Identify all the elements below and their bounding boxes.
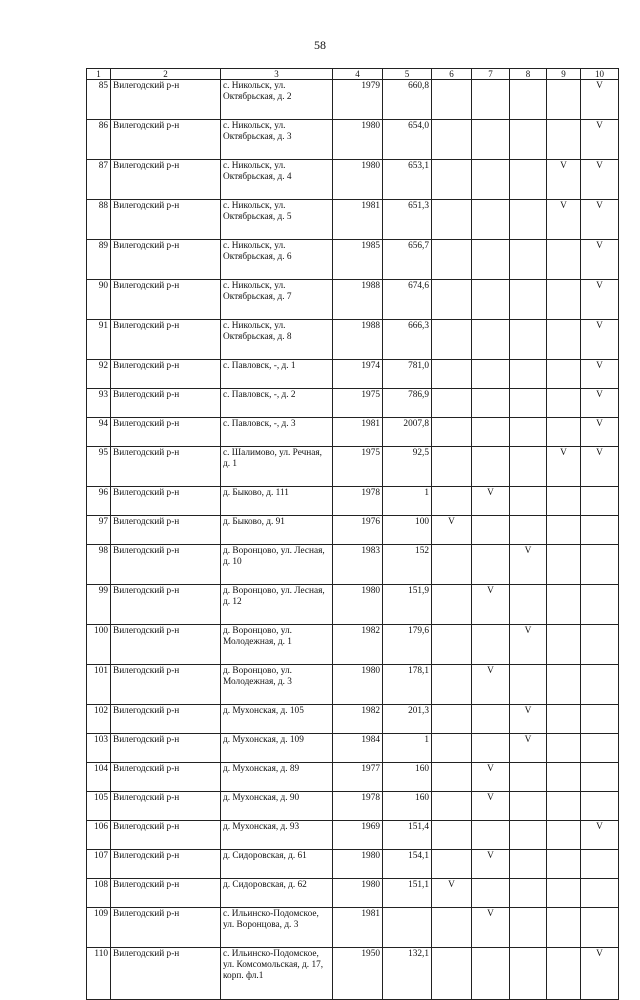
mark-cell-6: [432, 280, 472, 320]
row-number: 109: [87, 908, 111, 948]
row-number: 102: [87, 705, 111, 734]
address-cell: с. Шалимово, ул. Речная, д. 1: [221, 447, 333, 487]
district-cell: Вилегодский р-н: [111, 763, 221, 792]
mark-cell-10: [581, 545, 619, 585]
district-cell: Вилегодский р-н: [111, 821, 221, 850]
table-row: [87, 80, 619, 120]
mark-cell-9: [547, 516, 581, 545]
table-row: [87, 585, 619, 625]
column-header: 7: [472, 69, 510, 80]
row-number: 94: [87, 418, 111, 447]
table-row: [87, 665, 619, 705]
mark-cell-10: [581, 487, 619, 516]
table-row: [87, 360, 619, 389]
mark-cell-6: [432, 705, 472, 734]
mark-cell-6: [432, 200, 472, 240]
column-header: 1: [87, 69, 111, 80]
district-cell: Вилегодский р-н: [111, 908, 221, 948]
mark-cell-10: V: [581, 389, 619, 418]
district-cell: Вилегодский р-н: [111, 625, 221, 665]
address-cell: с. Никольск, ул. Октябрьская, д. 2: [221, 80, 333, 120]
column-header: 10: [581, 69, 619, 80]
mark-cell-6: [432, 80, 472, 120]
mark-cell-7: [472, 545, 510, 585]
mark-cell-9: [547, 665, 581, 705]
mark-cell-6: [432, 908, 472, 948]
district-cell: Вилегодский р-н: [111, 360, 221, 389]
mark-cell-10: [581, 705, 619, 734]
mark-cell-8: [510, 948, 547, 1000]
year-cell: 1985: [333, 240, 383, 280]
mark-cell-7: V: [472, 487, 510, 516]
mark-cell-9: [547, 280, 581, 320]
address-cell: с. Никольск, ул. Октябрьская, д. 5: [221, 200, 333, 240]
address-cell: д. Сидоровская, д. 62: [221, 879, 333, 908]
year-cell: 1980: [333, 665, 383, 705]
mark-cell-7: [472, 879, 510, 908]
year-cell: 1979: [333, 80, 383, 120]
year-cell: 1977: [333, 763, 383, 792]
mark-cell-6: [432, 625, 472, 665]
year-cell: 1983: [333, 545, 383, 585]
mark-cell-9: [547, 705, 581, 734]
area-cell: 651,3: [383, 200, 432, 240]
mark-cell-7: V: [472, 763, 510, 792]
table-row: [87, 389, 619, 418]
mark-cell-10: [581, 665, 619, 705]
row-number: 93: [87, 389, 111, 418]
mark-cell-10: [581, 792, 619, 821]
mark-cell-8: V: [510, 734, 547, 763]
address-cell: с. Ильинско-Подомское, ул. Комсомольская, д. 17, корп. фл.1: [221, 948, 333, 1000]
district-cell: Вилегодский р-н: [111, 418, 221, 447]
housing-register-table: [86, 68, 619, 1000]
address-cell: д. Мухонская, д. 109: [221, 734, 333, 763]
mark-cell-6: [432, 821, 472, 850]
mark-cell-9: [547, 625, 581, 665]
district-cell: Вилегодский р-н: [111, 80, 221, 120]
year-cell: 1980: [333, 120, 383, 160]
address-cell: с. Никольск, ул. Октябрьская, д. 8: [221, 320, 333, 360]
row-number: 106: [87, 821, 111, 850]
mark-cell-9: [547, 360, 581, 389]
address-cell: д. Воронцово, ул. Молодежная, д. 3: [221, 665, 333, 705]
address-cell: с. Никольск, ул. Октябрьская, д. 3: [221, 120, 333, 160]
mark-cell-10: V: [581, 360, 619, 389]
mark-cell-9: [547, 763, 581, 792]
year-cell: 1981: [333, 908, 383, 948]
mark-cell-9: [547, 792, 581, 821]
mark-cell-9: [547, 879, 581, 908]
mark-cell-7: [472, 280, 510, 320]
area-cell: 151,1: [383, 879, 432, 908]
mark-cell-7: V: [472, 665, 510, 705]
table-row: [87, 850, 619, 879]
mark-cell-10: [581, 625, 619, 665]
row-number: 100: [87, 625, 111, 665]
area-cell: 179,6: [383, 625, 432, 665]
column-header-row: [87, 69, 619, 80]
year-cell: 1975: [333, 447, 383, 487]
mark-cell-6: [432, 418, 472, 447]
mark-cell-8: [510, 447, 547, 487]
year-cell: 1978: [333, 487, 383, 516]
mark-cell-6: [432, 240, 472, 280]
district-cell: Вилегодский р-н: [111, 389, 221, 418]
area-cell: 160: [383, 763, 432, 792]
address-cell: д. Сидоровская, д. 61: [221, 850, 333, 879]
mark-cell-8: V: [510, 625, 547, 665]
mark-cell-6: [432, 389, 472, 418]
mark-cell-7: [472, 320, 510, 360]
address-cell: д. Мухонская, д. 89: [221, 763, 333, 792]
row-number: 104: [87, 763, 111, 792]
mark-cell-6: V: [432, 879, 472, 908]
mark-cell-8: [510, 487, 547, 516]
mark-cell-6: [432, 120, 472, 160]
district-cell: Вилегодский р-н: [111, 516, 221, 545]
mark-cell-10: [581, 585, 619, 625]
mark-cell-6: [432, 447, 472, 487]
address-cell: с. Павловск, -, д. 3: [221, 418, 333, 447]
mark-cell-7: [472, 418, 510, 447]
mark-cell-10: V: [581, 120, 619, 160]
mark-cell-10: [581, 908, 619, 948]
address-cell: д. Воронцово, ул. Лесная, д. 10: [221, 545, 333, 585]
table-row: [87, 948, 619, 1000]
mark-cell-9: [547, 80, 581, 120]
column-header: 9: [547, 69, 581, 80]
address-cell: с. Павловск, -, д. 2: [221, 389, 333, 418]
mark-cell-9: [547, 240, 581, 280]
table-row: [87, 625, 619, 665]
table-row: [87, 487, 619, 516]
year-cell: 1982: [333, 625, 383, 665]
mark-cell-8: [510, 120, 547, 160]
year-cell: 1975: [333, 389, 383, 418]
mark-cell-10: [581, 879, 619, 908]
table-row: [87, 200, 619, 240]
mark-cell-8: [510, 80, 547, 120]
mark-cell-8: [510, 360, 547, 389]
area-cell: 660,8: [383, 80, 432, 120]
mark-cell-7: [472, 389, 510, 418]
address-cell: с. Никольск, ул. Октябрьская, д. 4: [221, 160, 333, 200]
mark-cell-7: [472, 516, 510, 545]
address-cell: д. Воронцово, ул. Лесная, д. 12: [221, 585, 333, 625]
area-cell: 1: [383, 487, 432, 516]
district-cell: Вилегодский р-н: [111, 240, 221, 280]
mark-cell-8: [510, 280, 547, 320]
table-row: [87, 516, 619, 545]
address-cell: д. Быково, д. 111: [221, 487, 333, 516]
row-number: 96: [87, 487, 111, 516]
row-number: 89: [87, 240, 111, 280]
address-cell: д. Мухонская, д. 90: [221, 792, 333, 821]
mark-cell-7: [472, 821, 510, 850]
area-cell: 100: [383, 516, 432, 545]
mark-cell-8: V: [510, 545, 547, 585]
year-cell: 1978: [333, 792, 383, 821]
district-cell: Вилегодский р-н: [111, 850, 221, 879]
column-header: 2: [111, 69, 221, 80]
mark-cell-6: V: [432, 516, 472, 545]
mark-cell-7: [472, 120, 510, 160]
row-number: 99: [87, 585, 111, 625]
mark-cell-10: [581, 763, 619, 792]
address-cell: д. Воронцово, ул. Молодежная, д. 1: [221, 625, 333, 665]
address-cell: с. Никольск, ул. Октябрьская, д. 7: [221, 280, 333, 320]
table-row: [87, 160, 619, 200]
row-number: 110: [87, 948, 111, 1000]
table-row: [87, 821, 619, 850]
table-row: [87, 792, 619, 821]
mark-cell-8: [510, 792, 547, 821]
mark-cell-10: [581, 734, 619, 763]
year-cell: 1980: [333, 585, 383, 625]
area-cell: 2007,8: [383, 418, 432, 447]
mark-cell-9: [547, 418, 581, 447]
mark-cell-8: [510, 821, 547, 850]
mark-cell-6: [432, 320, 472, 360]
mark-cell-6: [432, 734, 472, 763]
year-cell: 1981: [333, 418, 383, 447]
column-header: 8: [510, 69, 547, 80]
mark-cell-8: [510, 200, 547, 240]
table-row: [87, 240, 619, 280]
district-cell: Вилегодский р-н: [111, 487, 221, 516]
mark-cell-8: [510, 665, 547, 705]
mark-cell-9: V: [547, 160, 581, 200]
column-header: 5: [383, 69, 432, 80]
row-number: 105: [87, 792, 111, 821]
mark-cell-10: V: [581, 240, 619, 280]
table-row: [87, 447, 619, 487]
mark-cell-7: [472, 948, 510, 1000]
mark-cell-10: V: [581, 280, 619, 320]
row-number: 90: [87, 280, 111, 320]
page-number: 58: [314, 38, 326, 52]
area-cell: 781,0: [383, 360, 432, 389]
district-cell: Вилегодский р-н: [111, 792, 221, 821]
district-cell: Вилегодский р-н: [111, 320, 221, 360]
row-number: 87: [87, 160, 111, 200]
table-row: [87, 734, 619, 763]
row-number: 91: [87, 320, 111, 360]
area-cell: 656,7: [383, 240, 432, 280]
mark-cell-6: [432, 360, 472, 389]
mark-cell-8: [510, 908, 547, 948]
table-row: [87, 705, 619, 734]
row-number: 85: [87, 80, 111, 120]
mark-cell-7: V: [472, 850, 510, 879]
mark-cell-7: [472, 80, 510, 120]
mark-cell-7: [472, 625, 510, 665]
column-header: 6: [432, 69, 472, 80]
mark-cell-7: [472, 240, 510, 280]
address-cell: д. Мухонская, д. 105: [221, 705, 333, 734]
column-header: 3: [221, 69, 333, 80]
district-cell: Вилегодский р-н: [111, 665, 221, 705]
mark-cell-10: V: [581, 821, 619, 850]
mark-cell-7: [472, 160, 510, 200]
mark-cell-8: [510, 320, 547, 360]
table-row: [87, 320, 619, 360]
year-cell: 1984: [333, 734, 383, 763]
row-number: 107: [87, 850, 111, 879]
area-cell: [383, 908, 432, 948]
mark-cell-10: V: [581, 447, 619, 487]
row-number: 86: [87, 120, 111, 160]
mark-cell-9: [547, 948, 581, 1000]
district-cell: Вилегодский р-н: [111, 585, 221, 625]
mark-cell-8: [510, 418, 547, 447]
mark-cell-8: [510, 516, 547, 545]
address-cell: с. Павловск, -, д. 1: [221, 360, 333, 389]
district-cell: Вилегодский р-н: [111, 734, 221, 763]
mark-cell-8: [510, 850, 547, 879]
mark-cell-9: [547, 389, 581, 418]
mark-cell-6: [432, 487, 472, 516]
column-header: 4: [333, 69, 383, 80]
district-cell: Вилегодский р-н: [111, 948, 221, 1000]
mark-cell-8: [510, 240, 547, 280]
year-cell: 1969: [333, 821, 383, 850]
row-number: 97: [87, 516, 111, 545]
mark-cell-9: V: [547, 200, 581, 240]
row-number: 98: [87, 545, 111, 585]
area-cell: 152: [383, 545, 432, 585]
mark-cell-10: V: [581, 80, 619, 120]
district-cell: Вилегодский р-н: [111, 447, 221, 487]
mark-cell-9: [547, 545, 581, 585]
area-cell: 178,1: [383, 665, 432, 705]
mark-cell-8: [510, 389, 547, 418]
mark-cell-8: [510, 879, 547, 908]
mark-cell-6: [432, 763, 472, 792]
year-cell: 1980: [333, 850, 383, 879]
year-cell: 1988: [333, 320, 383, 360]
address-cell: д. Быково, д. 91: [221, 516, 333, 545]
mark-cell-7: [472, 734, 510, 763]
mark-cell-10: V: [581, 160, 619, 200]
year-cell: 1976: [333, 516, 383, 545]
mark-cell-9: [547, 320, 581, 360]
mark-cell-10: V: [581, 948, 619, 1000]
district-cell: Вилегодский р-н: [111, 120, 221, 160]
mark-cell-8: V: [510, 705, 547, 734]
area-cell: 154,1: [383, 850, 432, 879]
mark-cell-6: [432, 792, 472, 821]
year-cell: 1988: [333, 280, 383, 320]
area-cell: 674,6: [383, 280, 432, 320]
mark-cell-10: V: [581, 418, 619, 447]
mark-cell-6: [432, 160, 472, 200]
area-cell: 666,3: [383, 320, 432, 360]
mark-cell-9: [547, 487, 581, 516]
district-cell: Вилегодский р-н: [111, 545, 221, 585]
mark-cell-10: V: [581, 200, 619, 240]
table-row: [87, 908, 619, 948]
table-row: [87, 879, 619, 908]
row-number: 101: [87, 665, 111, 705]
mark-cell-10: [581, 850, 619, 879]
mark-cell-6: [432, 585, 472, 625]
mark-cell-9: [547, 850, 581, 879]
area-cell: 653,1: [383, 160, 432, 200]
year-cell: 1981: [333, 200, 383, 240]
mark-cell-7: [472, 200, 510, 240]
mark-cell-9: V: [547, 447, 581, 487]
mark-cell-9: [547, 585, 581, 625]
row-number: 95: [87, 447, 111, 487]
area-cell: 201,3: [383, 705, 432, 734]
year-cell: 1974: [333, 360, 383, 389]
mark-cell-6: [432, 850, 472, 879]
area-cell: 132,1: [383, 948, 432, 1000]
district-cell: Вилегодский р-н: [111, 160, 221, 200]
area-cell: 654,0: [383, 120, 432, 160]
row-number: 108: [87, 879, 111, 908]
district-cell: Вилегодский р-н: [111, 280, 221, 320]
mark-cell-8: [510, 585, 547, 625]
row-number: 103: [87, 734, 111, 763]
mark-cell-7: [472, 447, 510, 487]
district-cell: Вилегодский р-н: [111, 705, 221, 734]
area-cell: 151,9: [383, 585, 432, 625]
mark-cell-8: [510, 160, 547, 200]
mark-cell-7: [472, 705, 510, 734]
address-cell: д. Мухонская, д. 93: [221, 821, 333, 850]
row-number: 92: [87, 360, 111, 389]
mark-cell-9: [547, 821, 581, 850]
row-number: 88: [87, 200, 111, 240]
mark-cell-6: [432, 948, 472, 1000]
mark-cell-7: V: [472, 585, 510, 625]
mark-cell-6: [432, 545, 472, 585]
year-cell: 1980: [333, 160, 383, 200]
mark-cell-7: V: [472, 792, 510, 821]
address-cell: с. Ильинско-Подомское, ул. Воронцова, д. 3: [221, 908, 333, 948]
mark-cell-9: [547, 734, 581, 763]
address-cell: с. Никольск, ул. Октябрьская, д. 6: [221, 240, 333, 280]
mark-cell-7: [472, 360, 510, 389]
mark-cell-8: [510, 763, 547, 792]
year-cell: 1980: [333, 879, 383, 908]
table-row: [87, 418, 619, 447]
district-cell: Вилегодский р-н: [111, 200, 221, 240]
area-cell: 786,9: [383, 389, 432, 418]
area-cell: 160: [383, 792, 432, 821]
table-row: [87, 545, 619, 585]
table-row: [87, 120, 619, 160]
mark-cell-10: [581, 516, 619, 545]
table-row: [87, 763, 619, 792]
mark-cell-9: [547, 120, 581, 160]
area-cell: 151,4: [383, 821, 432, 850]
area-cell: 92,5: [383, 447, 432, 487]
year-cell: 1950: [333, 948, 383, 1000]
mark-cell-9: [547, 908, 581, 948]
mark-cell-7: V: [472, 908, 510, 948]
mark-cell-6: [432, 665, 472, 705]
district-cell: Вилегодский р-н: [111, 879, 221, 908]
area-cell: 1: [383, 734, 432, 763]
year-cell: 1982: [333, 705, 383, 734]
mark-cell-10: V: [581, 320, 619, 360]
table-row: [87, 280, 619, 320]
